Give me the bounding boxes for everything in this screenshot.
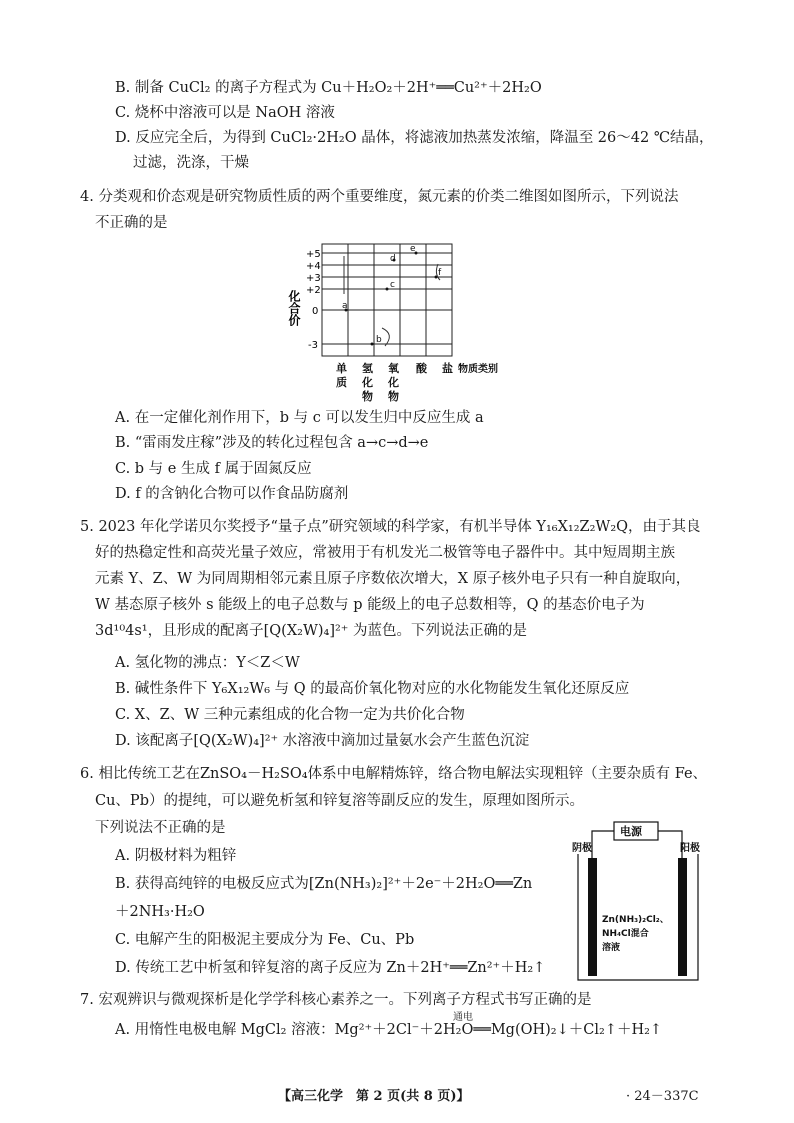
q6-stem-line1: 6. 相比传统工艺在ZnSO₄－H₂SO₄体系中电解精炼锌，络合物电解法实现粗锌（主要杂质有 Fe、: [80, 766, 708, 782]
q5-option-a: A. 氢化物的沸点：Y＜Z＜W: [115, 655, 300, 671]
point-b: b: [376, 335, 382, 345]
ytick-plus4: +4: [306, 261, 321, 272]
xcat-salt: 盐: [442, 362, 453, 375]
svg-text:化: 化: [388, 376, 399, 389]
anode-electrode: [678, 858, 687, 976]
q6-stem-line3: 下列说法不正确的是: [95, 820, 226, 836]
ytick-0: 0: [312, 306, 319, 317]
ytick-plus3: +3: [306, 273, 321, 284]
q5-stem-line5: 3d¹⁰4s¹，且形成的配离子[Q(X₂W)₄]²⁺ 为蓝色。下列说法正确的是: [95, 623, 528, 639]
ytick-plus5: +5: [306, 249, 321, 260]
q4-stem-line1: 4. 分类观和价态观是研究物质性质的两个重要维度，氮元素的价类二维图如图所示，下列说法: [80, 189, 679, 205]
q6-option-b-line2: ＋2NH₃·H₂O: [115, 904, 205, 920]
q7-option-a-condition: 通电: [453, 1012, 473, 1023]
q5-stem-line2: 好的热稳定性和高荧光量子效应，常被用于有机发光二极管等电子器件中。其中短周期主族: [95, 545, 675, 561]
ytick-plus2: +2: [306, 285, 321, 296]
xcat-acid: 酸: [416, 362, 427, 375]
q3-option-b: B. 制备 CuCl₂ 的离子方程式为 Cu＋H₂O₂＋2H⁺══Cu²⁺＋2H₂O: [115, 80, 542, 96]
xcat-oxide: 氧: [388, 362, 399, 375]
q3-option-d-line1: D. 反应完全后，为得到 CuCl₂·2H₂O 晶体，将滤液加热蒸发浓缩，降温至 26～42 ℃结晶，: [115, 130, 714, 146]
solution-label-2: NH₄Cl混合: [602, 929, 649, 939]
q5-stem-line4: W 基态原子核外 s 能级上的电子总数与 p 能级上的电子总数相等，Q 的基态价电子为: [95, 597, 645, 613]
q4-option-d: D. f 的含钠化合物可以作食品防腐剂: [115, 486, 349, 502]
point-d: d: [390, 254, 396, 264]
q4-option-c: C. b 与 e 生成 f 属于固氮反应: [115, 461, 312, 477]
q3-option-c: C. 烧杯中溶液可以是 NaOH 溶液: [115, 105, 335, 121]
q7-option-a: A. 用惰性电极电解 MgCl₂ 溶液：Mg²⁺＋2Cl⁻＋2H₂O══Mg(OH)₂↓＋Cl₂↑＋H₂↑: [115, 1022, 663, 1038]
chart-ylabel: 化合价: [287, 290, 301, 326]
point-e: e: [410, 244, 416, 254]
ytick-minus3: -3: [308, 340, 318, 351]
q5-option-b: B. 碱性条件下 Y₆X₁₂W₆ 与 Q 的最高价氧化物对应的水化物能发生氧化还原反应: [115, 681, 630, 697]
solution-label-1: Zn(NH₃)₂Cl₂、: [602, 915, 669, 925]
q6-option-a: A. 阴极材料为粗锌: [115, 848, 237, 864]
q3-option-d-line2: 过滤，洗涤，干燥: [133, 155, 249, 171]
q6-stem-line2: Cu、Pb）的提纯，可以避免析氢和锌复溶等副反应的发生，原理如图所示。: [95, 793, 584, 809]
anode-label: 阳极: [680, 843, 700, 854]
svg-text:物: 物: [362, 390, 373, 403]
q5-stem-line1: 5. 2023 年化学诺贝尔奖授予“量子点”研究领域的科学家，有机半导体 Y₁₆X₁₂Z₂W₂Q，由于其良: [80, 519, 701, 535]
q4-option-b: B. “雷雨发庄稼”涉及的转化过程包含 a→c→d→e: [115, 435, 429, 451]
point-f: f: [438, 268, 442, 278]
point-a: a: [342, 301, 348, 311]
q6-option-c: C. 电解产生的阳极泥主要成分为 Fe、Cu、Pb: [115, 932, 415, 948]
xcat-element: 单: [336, 362, 347, 375]
q5-option-c: C. X、Z、W 三种元素组成的化合物一定为共价化合物: [115, 707, 465, 723]
point-c: c: [390, 280, 395, 290]
q5-stem-line3: 元素 Y、Z、W 为同周期相邻元素且原子序数依次增大，X 原子核外电子只有一种自旋取向，: [95, 571, 691, 587]
svg-text:质: 质: [336, 376, 347, 389]
q5-option-d: D. 该配离子[Q(X₂W)₄]²⁺ 水溶液中滴加过量氨水会产生蓝色沉淀: [115, 733, 530, 749]
page-footer: 【高三化学 第 2 页(共 8 页)】: [278, 1089, 470, 1104]
nitrogen-valence-chart: [280, 236, 510, 406]
q6-option-b-line1: B. 获得高纯锌的电极反应式为[Zn(NH₃)₂]²⁺＋2e⁻＋2H₂O══Zn: [115, 876, 533, 892]
xcat-hydride: 氢: [362, 362, 373, 375]
svg-text:化: 化: [362, 376, 373, 389]
chart-xlabel: 物质类别: [458, 364, 498, 375]
q4-stem-line2: 不正确的是: [95, 215, 168, 231]
svg-text:物: 物: [388, 390, 399, 403]
q6-option-d: D. 传统工艺中析氢和锌复溶的离子反应为 Zn＋2H⁺══Zn²⁺＋H₂↑: [115, 960, 546, 976]
paper-code: · 24－337C: [626, 1089, 699, 1104]
electrolysis-cell-diagram: [570, 818, 710, 986]
cathode-label: 阴极: [572, 843, 592, 854]
power-source-label: 电源: [620, 825, 642, 838]
solution-label-3: 溶液: [602, 943, 621, 953]
q4-option-a: A. 在一定催化剂作用下，b 与 c 可以发生归中反应生成 a: [115, 410, 484, 426]
cathode-electrode: [588, 858, 597, 976]
q7-stem: 7. 宏观辨识与微观探析是化学学科核心素养之一。下列离子方程式书写正确的是: [80, 992, 592, 1008]
